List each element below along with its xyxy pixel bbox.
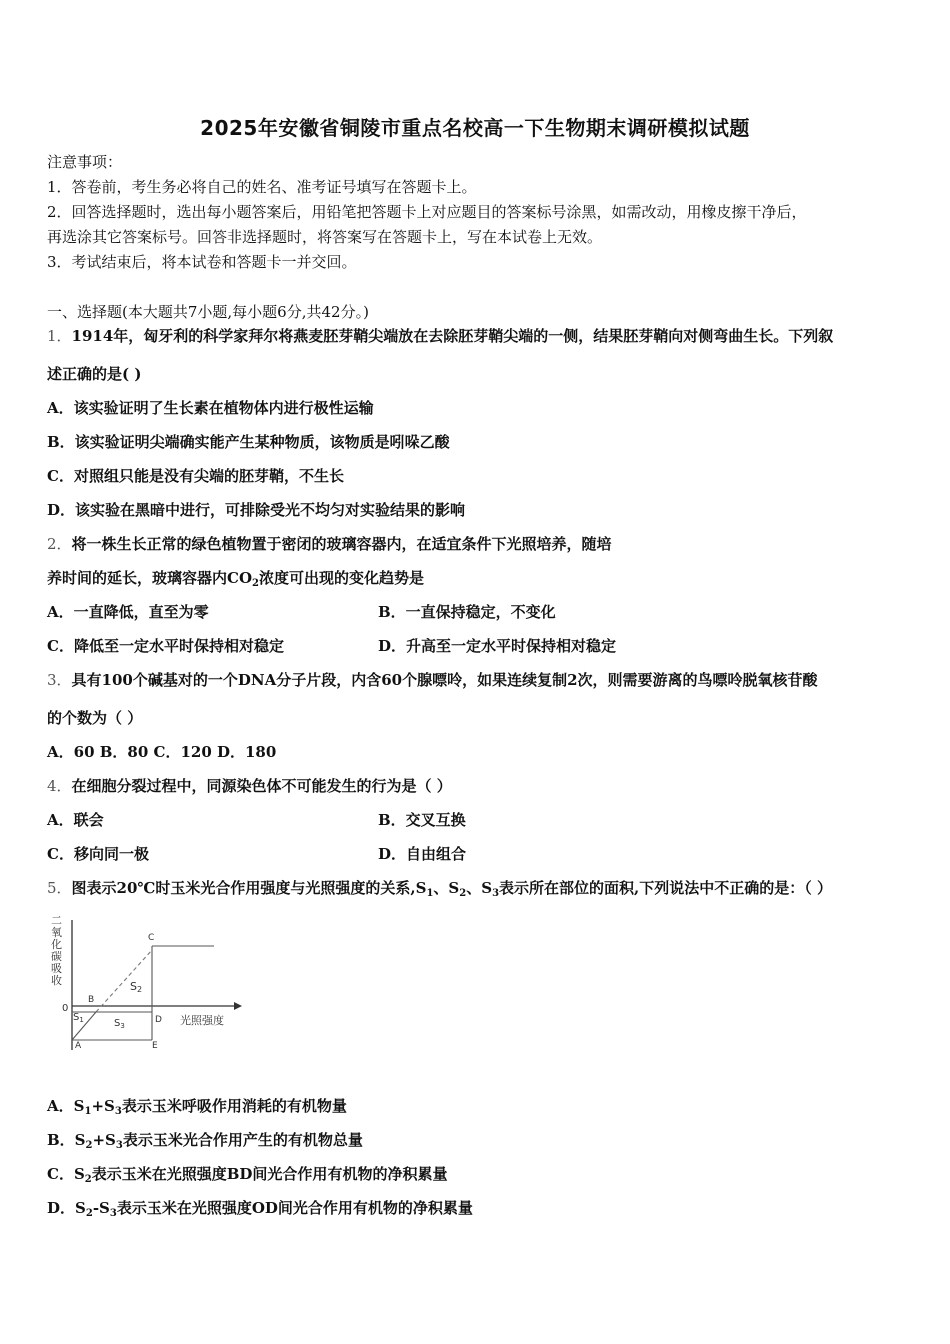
question-2-option-a: A．一直降低，直至为零 [47,603,209,621]
question-3-stem: 3．具有100个碱基对的一个DNA分子片段，内含60个腺嘌呤，如果连续复制2次，则需要游离的鸟嘌呤脱氧核苷酸 [47,671,818,689]
question-2-stem-cont: 养时间的延长，玻璃容器内$CO_2$浓度可出现的变化趋势是 [47,569,424,589]
figure-y-label: 二氧化碳吸收 [51,914,62,987]
question-5-option-d: D．$S_2-S_3$表示玉米在光照强度OD间光合作用有机物的净积累量 [47,1199,473,1219]
figure-curve-rise [96,950,152,1012]
question-1-option-b: B．该实验证明尖端确实能产生某种物质，该物质是吲哚乙酸 [47,433,450,451]
photosynthesis-figure [48,912,248,1057]
question-1-option-c: C．对照组只能是没有尖端的胚芽鞘，不生长 [47,467,344,485]
notice-item-1: 1．答卷前，考生务必将自己的姓名、准考证号填写在答题卡上。 [47,178,477,196]
figure-label-b: B [88,995,95,1005]
question-4-number: 4． [47,777,72,795]
section-heading: 一、选择题(本大题共7小题,每小题6分,共42分。) [47,303,369,321]
question-1-number: 1． [47,327,72,345]
figure-label-e: E [152,1041,158,1051]
figure-label-origin: 0 [62,1003,69,1014]
notice-item-2-cont: 再选涂其它答案标号。回答非选择题时，将答案写在答题卡上，写在本试卷上无效。 [47,228,603,246]
question-2-option-b: B．一直保持稳定，不变化 [378,603,556,621]
question-1-option-d: D．该实验在黑暗中进行，可排除受光不均匀对实验结果的影响 [47,501,466,519]
question-5-option-a: A．$S_1+S_3$表示玉米呼吸作用消耗的有机物量 [47,1097,347,1117]
figure-label-s2: S2 [130,980,143,994]
notice-item-2: 2．回答选择题时，选出每小题答案后，用铅笔把答题卡上对应题目的答案标号涂黑，如需改动，用橡皮擦干净后， [47,203,807,221]
figure-label-s3: $S_3$ [114,1018,125,1030]
question-3-options: A．60 B．80 C．120 D．180 [47,743,277,761]
figure-x-label: 光照强度 [180,1014,224,1027]
page-title: 2025年安徽省铜陵市重点名校高一下生物期末调研模拟试题 [200,116,750,140]
question-5-number: 5． [47,879,72,897]
notice-item-3: 3．考试结束后，将本试卷和答题卡一并交回。 [47,253,357,271]
question-4-option-a: A．联会 [47,811,104,829]
question-4-stem: 4．在细胞分裂过程中，同源染色体不可能发生的行为是（ ） [47,777,452,795]
question-5-option-b: B．$S_2+S_3$表示玉米光合作用产生的有机物总量 [47,1131,363,1151]
question-5-option-c: C．$S_2$表示玉米在光照强度BD间光合作用有机物的净积累量 [47,1165,448,1185]
figure-label-a: A [75,1041,82,1051]
question-4-option-d: D．自由组合 [378,845,467,863]
question-2-stem: 2．将一株生长正常的绿色植物置于密闭的玻璃容器内，在适宜条件下光照培养，随培 [47,535,612,553]
figure-x-axis-arrow [234,1002,242,1010]
question-3-number: 3． [47,671,72,689]
figure-label-c: C [148,933,155,943]
question-3-stem-cont: 的个数为（ ） [47,709,143,727]
question-4-option-b: B．交叉互换 [378,811,466,829]
question-2-number: 2． [47,535,72,553]
question-4-option-c: C．移向同一极 [47,845,149,863]
question-2-option-d: D．升高至一定水平时保持相对稳定 [378,637,617,655]
question-1-stem-cont: 述正确的是( ) [47,365,142,383]
notice-heading: 注意事项： [47,153,123,171]
question-2-option-c: C．降低至一定水平时保持相对稳定 [47,637,284,655]
question-1-option-a: A．该实验证明了生长素在植物体内进行极性运输 [47,399,374,417]
figure-label-d: D [155,1015,162,1025]
question-1-stem: 1．1914年，匈牙利的科学家拜尔将燕麦胚芽鞘尖端放在去除胚芽鞘尖端的一侧，结果胚芽鞘向对侧弯曲生长。下列叙 [47,327,834,345]
question-5-stem: 5．图表示20℃时玉米光合作用强度与光照强度的关系$,S_1$、$S_2$、$S_3$表示所在部位的面积,下列说法中不正确的是：（ ） [47,879,832,899]
figure-label-s1: $S_1$ [73,1012,84,1024]
